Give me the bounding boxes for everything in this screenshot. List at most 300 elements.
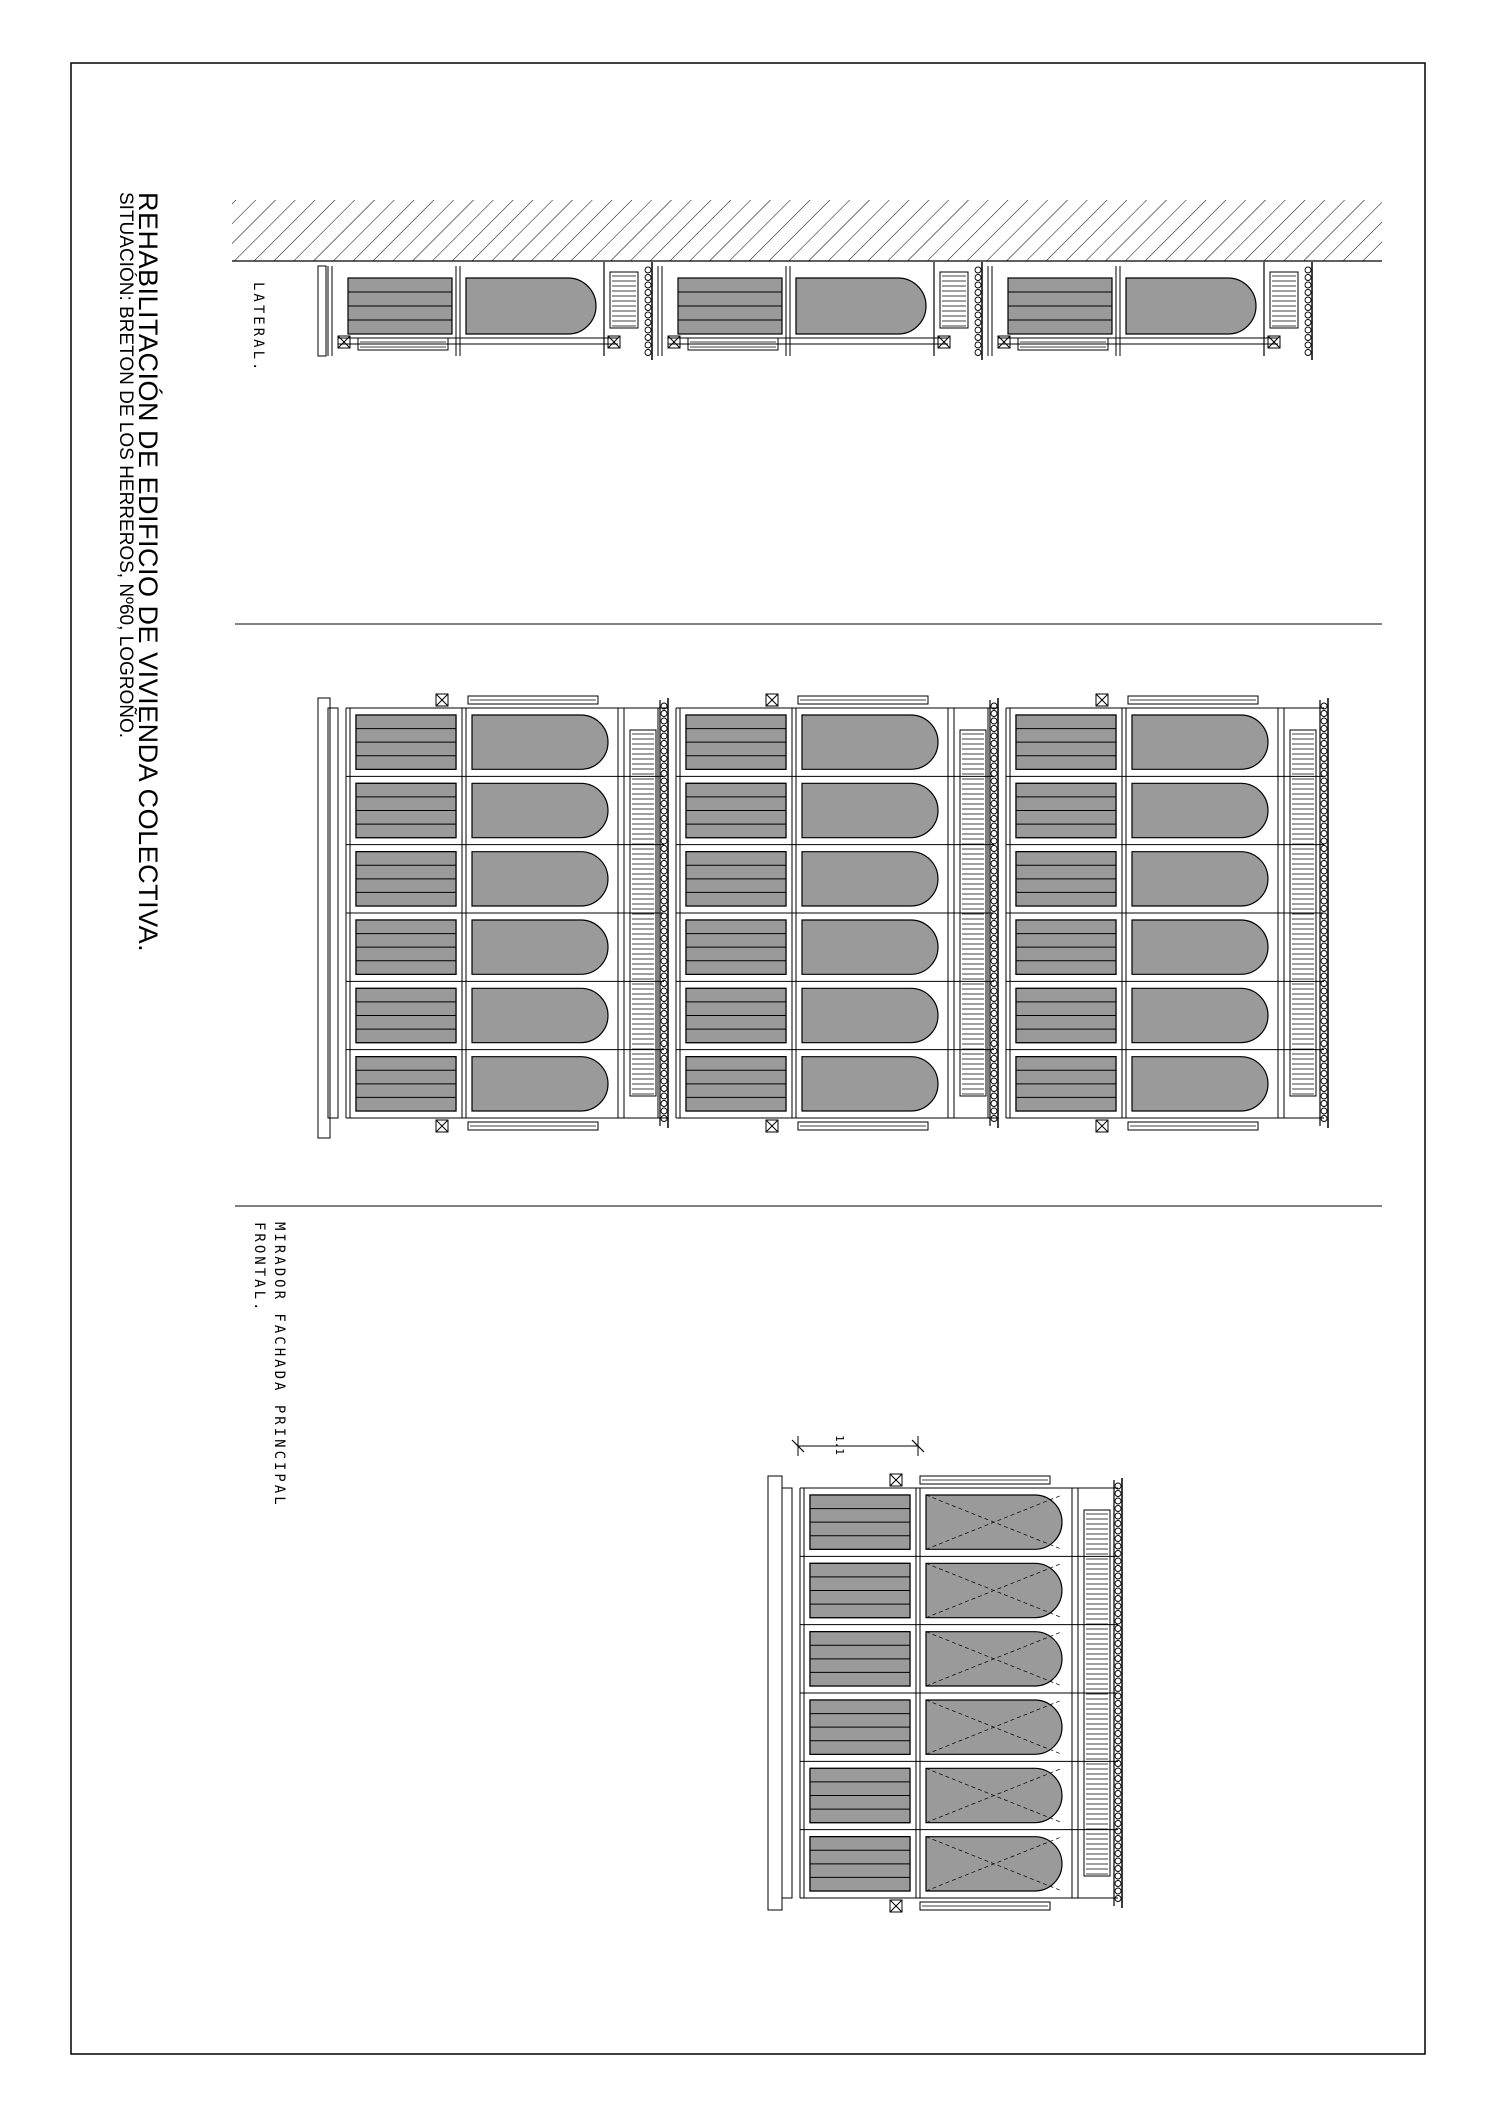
bead: [1115, 1491, 1121, 1497]
baluster-panel-bars: [1292, 734, 1314, 1094]
bead: [661, 1071, 667, 1077]
bead: [645, 320, 651, 326]
drawing-title: REHABILITACIÓN DE EDIFICIO DE VIVIENDA COLECTIVA.: [133, 192, 163, 953]
bead: [1321, 786, 1327, 792]
baluster-panel-bars: [632, 734, 654, 1094]
bead: [661, 898, 667, 904]
bay: [782, 1474, 1122, 1912]
baluster-panel-bars: [612, 276, 636, 326]
bead: [661, 778, 667, 784]
bead: [1115, 1671, 1121, 1677]
bead: [1115, 1738, 1121, 1744]
bead: [661, 748, 667, 754]
bead: [1321, 1071, 1327, 1077]
bead: [991, 861, 997, 867]
bead: [661, 801, 667, 807]
bead: [991, 838, 997, 844]
bead: [645, 350, 651, 356]
bead: [645, 297, 651, 303]
front-elevation: [318, 694, 1328, 1138]
bead: [1115, 1821, 1121, 1827]
bead: [1321, 996, 1327, 1002]
bead: [1321, 831, 1327, 837]
bead: [1115, 1813, 1121, 1819]
bead: [645, 267, 651, 273]
bead: [661, 786, 667, 792]
bead: [991, 973, 997, 979]
bead: [1115, 1581, 1121, 1587]
bead: [1321, 928, 1327, 934]
bead: [991, 1033, 997, 1039]
bead: [1115, 1866, 1121, 1872]
bead: [1321, 1003, 1327, 1009]
bead: [661, 1048, 667, 1054]
bead: [1305, 275, 1311, 281]
bead: [991, 966, 997, 972]
bead: [661, 1026, 667, 1032]
bead: [1305, 305, 1311, 311]
bead: [1321, 1026, 1327, 1032]
bead: [991, 1078, 997, 1084]
bead: [1321, 838, 1327, 844]
bead: [661, 1018, 667, 1024]
bead: [661, 921, 667, 927]
bead: [661, 711, 667, 717]
bead: [1115, 1551, 1121, 1557]
bead: [661, 943, 667, 949]
bead: [991, 913, 997, 919]
wall-hatch: [232, 200, 1382, 261]
bead: [1321, 711, 1327, 717]
bead: [1115, 1723, 1121, 1729]
bead: [975, 335, 981, 341]
bead: [661, 1078, 667, 1084]
bead: [661, 1086, 667, 1092]
arched-pane: [1126, 278, 1256, 334]
bead: [975, 327, 981, 333]
bead: [991, 718, 997, 724]
bay: [988, 694, 1328, 1132]
bead: [1115, 1573, 1121, 1579]
bead: [1321, 883, 1327, 889]
bead: [661, 951, 667, 957]
bead: [1115, 1806, 1121, 1812]
dimension-marker: [792, 1436, 924, 1456]
bead: [645, 275, 651, 281]
bead: [1115, 1521, 1121, 1527]
bead: [1321, 876, 1327, 882]
bead: [975, 305, 981, 311]
bead: [991, 1086, 997, 1092]
lateral-bay: [658, 262, 982, 360]
bead: [1115, 1588, 1121, 1594]
bead: [661, 891, 667, 897]
bead: [661, 966, 667, 972]
bead: [1321, 936, 1327, 942]
arched-pane: [472, 1057, 608, 1111]
bead: [1115, 1888, 1121, 1894]
bead: [991, 876, 997, 882]
bead: [1115, 1626, 1121, 1632]
bead: [975, 350, 981, 356]
arched-pane: [802, 852, 938, 906]
bead: [1305, 282, 1311, 288]
arched-pane: [472, 715, 608, 769]
bead: [991, 793, 997, 799]
bead: [975, 342, 981, 348]
bead: [661, 741, 667, 747]
bead: [991, 1071, 997, 1077]
bead: [661, 846, 667, 852]
bead: [991, 823, 997, 829]
bead: [1321, 1033, 1327, 1039]
bead: [991, 726, 997, 732]
bead: [1321, 793, 1327, 799]
bead: [1115, 1596, 1121, 1602]
bead-molding: [1321, 703, 1327, 1122]
arched-pane: [472, 783, 608, 837]
bead: [645, 327, 651, 333]
bead: [1321, 808, 1327, 814]
bead: [1321, 1108, 1327, 1114]
bead: [975, 290, 981, 296]
bead: [661, 763, 667, 769]
bead: [1115, 1858, 1121, 1864]
arched-pane: [1132, 1057, 1268, 1111]
bead: [1321, 823, 1327, 829]
bead: [661, 958, 667, 964]
bead: [661, 1041, 667, 1047]
bead: [1115, 1731, 1121, 1737]
mirador-caption-frontal: FRONTAL.: [251, 1222, 267, 1314]
bead: [1115, 1716, 1121, 1722]
bead: [1115, 1708, 1121, 1714]
bead: [1305, 327, 1311, 333]
arched-pane: [1132, 783, 1268, 837]
bead: [975, 320, 981, 326]
bead: [661, 928, 667, 934]
bead: [645, 290, 651, 296]
bead: [1115, 1506, 1121, 1512]
bead: [1115, 1798, 1121, 1804]
bead: [991, 808, 997, 814]
bead: [661, 876, 667, 882]
arched-pane: [1132, 988, 1268, 1042]
bead: [991, 846, 997, 852]
bead: [991, 831, 997, 837]
bead: [645, 312, 651, 318]
bead: [661, 988, 667, 994]
baluster-panel-bars: [1272, 276, 1296, 326]
bead: [661, 1056, 667, 1062]
baluster-panel-bars: [962, 734, 984, 1094]
bead: [661, 726, 667, 732]
bead: [991, 883, 997, 889]
bead: [991, 1108, 997, 1114]
bead: [1321, 771, 1327, 777]
sill-post: [782, 1488, 792, 1898]
bead: [661, 733, 667, 739]
end-post: [318, 266, 326, 356]
bead: [1321, 718, 1327, 724]
bead: [1115, 1558, 1121, 1564]
lateral-caption: LATERAL.: [250, 282, 266, 374]
mirador-caption: MIRADOR FACHADA PRINCIPAL: [271, 1222, 287, 1508]
bead: [1321, 763, 1327, 769]
baluster-panel: [940, 272, 968, 328]
bead: [1321, 1086, 1327, 1092]
arched-pane: [472, 988, 608, 1042]
bead: [661, 1033, 667, 1039]
bead: [991, 1056, 997, 1062]
arched-pane: [802, 715, 938, 769]
bead: [1115, 1753, 1121, 1759]
arched-pane: [802, 1057, 938, 1111]
bead: [1115, 1513, 1121, 1519]
bead: [991, 996, 997, 1002]
bead: [1115, 1701, 1121, 1707]
bead: [1321, 801, 1327, 807]
bead: [991, 801, 997, 807]
bead: [1115, 1648, 1121, 1654]
bay: [658, 694, 998, 1132]
bead: [661, 808, 667, 814]
bead: [1321, 816, 1327, 822]
bead: [991, 853, 997, 859]
bead: [661, 1011, 667, 1017]
bead: [991, 951, 997, 957]
bead: [991, 958, 997, 964]
bead: [661, 853, 667, 859]
bead: [645, 335, 651, 341]
bead: [1321, 1041, 1327, 1047]
bead: [1305, 320, 1311, 326]
bead: [991, 1041, 997, 1047]
lateral-elevation: [318, 262, 1312, 360]
bead: [1115, 1536, 1121, 1542]
bead: [1321, 1078, 1327, 1084]
bead: [1321, 748, 1327, 754]
bead: [1305, 350, 1311, 356]
bead: [1321, 906, 1327, 912]
bead-molding: [991, 703, 997, 1122]
bead: [991, 756, 997, 762]
bead: [1321, 778, 1327, 784]
bead: [1321, 868, 1327, 874]
baluster-panel: [610, 272, 638, 328]
bead: [1321, 913, 1327, 919]
bead-molding: [645, 267, 651, 356]
bead: [1321, 891, 1327, 897]
bead: [1321, 853, 1327, 859]
bead: [991, 763, 997, 769]
bead: [991, 771, 997, 777]
bead: [1321, 741, 1327, 747]
bead: [1115, 1566, 1121, 1572]
bay: [328, 694, 668, 1132]
bead: [1305, 290, 1311, 296]
bead: [991, 1063, 997, 1069]
bead: [991, 1101, 997, 1107]
bead: [1321, 951, 1327, 957]
bead: [1115, 1641, 1121, 1647]
arched-pane: [802, 988, 938, 1042]
bead: [661, 1093, 667, 1099]
bead: [991, 733, 997, 739]
bead-molding: [975, 267, 981, 356]
bead: [991, 741, 997, 747]
lateral-bay: [328, 262, 652, 360]
bead: [991, 778, 997, 784]
end-post: [768, 1476, 782, 1910]
bead: [1305, 342, 1311, 348]
mirador-elevation: [768, 1474, 1122, 1912]
bead: [661, 906, 667, 912]
bead: [1321, 756, 1327, 762]
baluster-panel-bars: [1086, 1514, 1108, 1874]
bead: [991, 868, 997, 874]
bead: [661, 883, 667, 889]
bead: [1321, 733, 1327, 739]
bead: [1321, 943, 1327, 949]
bead: [661, 1003, 667, 1009]
baluster-panel: [1270, 272, 1298, 328]
bead-molding: [1115, 1483, 1121, 1902]
bead: [1115, 1618, 1121, 1624]
bead: [1115, 1828, 1121, 1834]
bead: [991, 1048, 997, 1054]
bead: [991, 928, 997, 934]
bead: [991, 1018, 997, 1024]
bead: [1115, 1791, 1121, 1797]
drawing-subtitle: SITUACIÓN: BRETON DE LOS HERREROS, Nº60, LOGROÑO.: [115, 192, 136, 739]
bead: [1115, 1836, 1121, 1842]
bead-molding: [661, 703, 667, 1122]
arched-pane: [1132, 852, 1268, 906]
bead: [991, 1011, 997, 1017]
bead: [991, 936, 997, 942]
bead: [991, 943, 997, 949]
arched-pane: [466, 278, 596, 334]
bead: [1115, 1611, 1121, 1617]
arched-pane: [802, 783, 938, 837]
bead: [991, 898, 997, 904]
bead: [975, 282, 981, 288]
bead: [1115, 1528, 1121, 1534]
bead: [1321, 1101, 1327, 1107]
bead: [1321, 1011, 1327, 1017]
bead: [1115, 1873, 1121, 1879]
bead: [1321, 1063, 1327, 1069]
bead: [1115, 1678, 1121, 1684]
bead: [1321, 973, 1327, 979]
bead: [645, 342, 651, 348]
arched-pane: [472, 852, 608, 906]
bead: [1115, 1746, 1121, 1752]
bead: [661, 771, 667, 777]
arched-pane: [1132, 920, 1268, 974]
bead: [1305, 297, 1311, 303]
bead: [1321, 1056, 1327, 1062]
bead: [1321, 988, 1327, 994]
arched-pane: [796, 278, 926, 334]
bead: [1115, 1881, 1121, 1887]
bead: [1115, 1498, 1121, 1504]
bead: [661, 718, 667, 724]
bead: [1115, 1768, 1121, 1774]
bead: [991, 786, 997, 792]
bead: [661, 936, 667, 942]
arched-pane: [472, 920, 608, 974]
bead: [1305, 312, 1311, 318]
bead: [661, 1063, 667, 1069]
bead: [1115, 1633, 1121, 1639]
bead: [991, 906, 997, 912]
bead: [991, 1026, 997, 1032]
bead: [991, 816, 997, 822]
bead: [645, 282, 651, 288]
bead: [1321, 921, 1327, 927]
bead: [661, 838, 667, 844]
bead: [1115, 1776, 1121, 1782]
bead: [991, 1093, 997, 1099]
bead: [661, 1108, 667, 1114]
bead: [661, 996, 667, 1002]
bead: [645, 305, 651, 311]
bead: [661, 973, 667, 979]
bead: [661, 793, 667, 799]
bead-molding: [1305, 267, 1311, 356]
bead: [661, 861, 667, 867]
bead: [1321, 726, 1327, 732]
bead: [1321, 1018, 1327, 1024]
bead: [661, 756, 667, 762]
bead: [1321, 861, 1327, 867]
bead: [1115, 1783, 1121, 1789]
baluster-panel-bars: [942, 276, 966, 326]
dimension-label: 1.1: [833, 1435, 846, 1455]
bead: [991, 1003, 997, 1009]
bead: [1305, 335, 1311, 341]
bead: [991, 711, 997, 717]
arched-pane: [802, 920, 938, 974]
bead: [1115, 1693, 1121, 1699]
bead: [1321, 966, 1327, 972]
bead: [1305, 267, 1311, 273]
lateral-bay: [988, 262, 1312, 360]
bead: [1321, 1048, 1327, 1054]
bead: [1115, 1656, 1121, 1662]
bead: [975, 312, 981, 318]
bead: [975, 275, 981, 281]
bead: [1115, 1851, 1121, 1857]
bead: [991, 748, 997, 754]
bead: [1321, 1093, 1327, 1099]
bead: [1321, 846, 1327, 852]
bead: [975, 267, 981, 273]
arched-pane: [1132, 715, 1268, 769]
bead: [975, 297, 981, 303]
bead: [1321, 898, 1327, 904]
bead: [1115, 1543, 1121, 1549]
bead: [661, 816, 667, 822]
bead: [1115, 1686, 1121, 1692]
bead: [1115, 1843, 1121, 1849]
bead: [661, 831, 667, 837]
bead: [991, 921, 997, 927]
bead: [1321, 958, 1327, 964]
bead: [661, 913, 667, 919]
